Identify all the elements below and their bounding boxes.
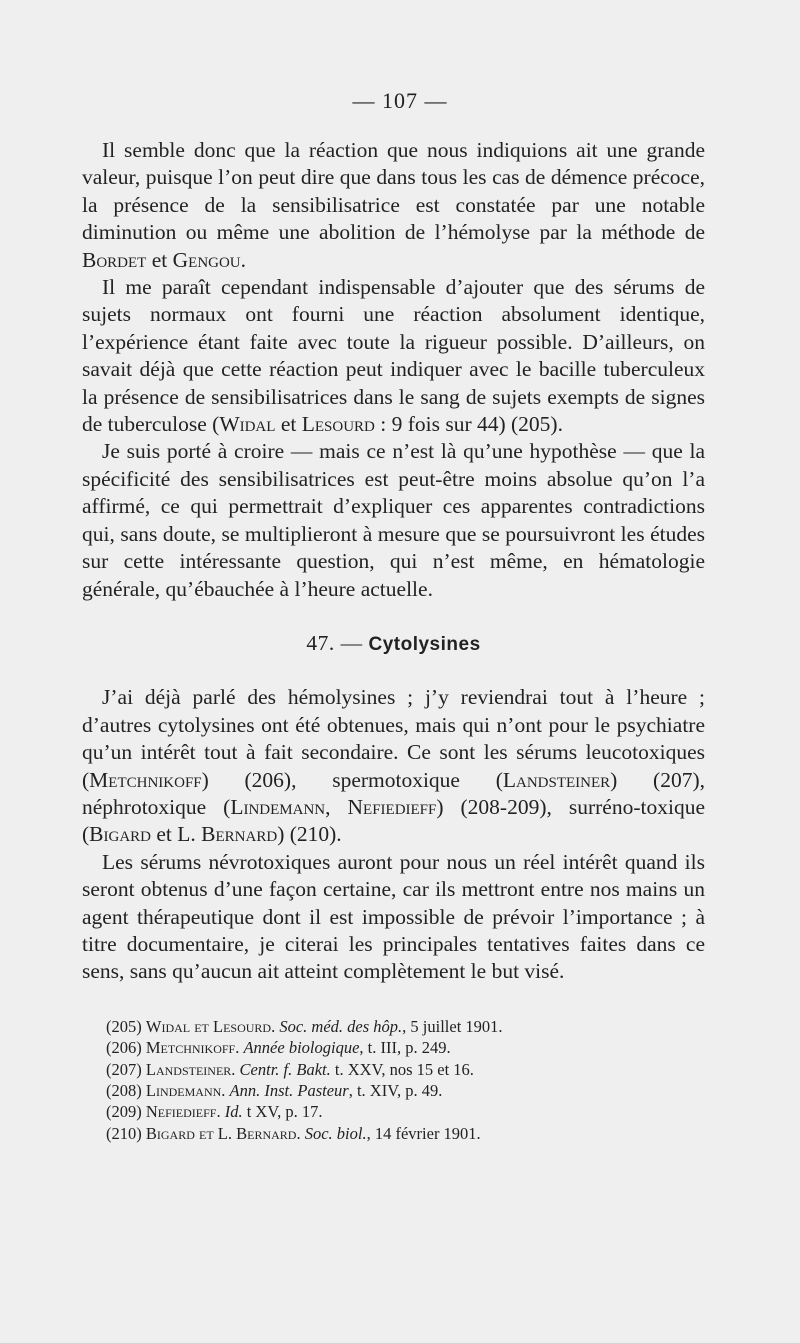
paragraph-5: Les sérums névrotoxiques auront pour nous un réel intérêt quand ils seront obtenus d’une façon certaine, car ils mettront entre nos mains un agent thérapeutique dont il est impossible de prévoir l’importance ; à titre documentaire, je citerai les principales tentatives faites dans ce sens, sans qu’aucun ait atteint complètement le but visé. — [82, 849, 705, 984]
section-name: Cytolysines — [368, 633, 481, 655]
footnote: (206) Metchnikoff. Année biologique, t. III, p. 249. — [106, 1038, 451, 1058]
author-name: Lindemann — [230, 794, 326, 819]
paragraph-2: Il me paraît cependant indispensable d’ajouter que des sérums de sujets normaux ont fourni une réaction absolument identique, l’expérience étant faite avec toute la rigueur possible. D’ailleurs, on savait déjà que cette réaction peut indiquer avec le bacille tuberculeux la présence de sensibilisatrices dans le sang de sujets exempts de signes de tuberculose (Widal et Lesourd : 9 fois sur 44) (205). — [82, 275, 705, 437]
paragraph-4: J’ai déjà parlé des hémolysines ; j’y reviendrai tout à l’heure ; d’autres cytolysines ont été obtenues, mais qui n’ont pour le psychiatre qu’un intérêt tout à fait secondaire. Ce sont les sérums leucotoxiques (Metchnikoff) (206), spermotoxique (Landsteiner) (207), néphrotoxique (Lindemann, Nefiedieff) (208-209), surréno-toxique (Bigard et L. Bernard) (210). — [82, 685, 706, 847]
author-name: Gengou — [172, 247, 241, 272]
footnote: (209) Nefiedieff. Id. t XV, p. 17. — [106, 1102, 323, 1122]
author-name: Bordet — [82, 247, 147, 272]
footnote: (207) Landsteiner. Centr. f. Bakt. t. XXV, nos 15 et 16. — [106, 1059, 474, 1079]
section-number: 47. — — [306, 630, 363, 655]
author-name: Landsteiner — [502, 767, 611, 792]
author-name: Metchnikoff — [89, 767, 202, 792]
page-number: — 107 — — [352, 88, 448, 113]
page-body — [82, 137, 705, 1144]
paragraph-1: Il semble donc que la réaction que nous indiquions ait une grande valeur, puisque l’on peut dire que dans tous les cas de démence précoce, la présence de la sensibilisatrice est constatée par une notable diminution ou même une abolition de l’hémolyse par la méthode de Bordet et Gengou. — [82, 138, 705, 272]
author-name: Nefiedieff — [347, 794, 437, 819]
footnote: (208) Lindemann. Ann. Inst. Pasteur, t. XIV, p. 49. — [106, 1081, 443, 1100]
footnote: (205) Widal et Lesourd. Soc. méd. des hôp., 5 juillet 1901. — [106, 1016, 503, 1036]
author-name: Bernard — [201, 822, 278, 847]
section-heading — [82, 630, 705, 658]
author-name: Widal — [219, 412, 276, 437]
author-name: Bigard — [89, 822, 152, 847]
paragraph-3: Je suis porté à croire — mais ce n’est là qu’une hypothèse — que la spécificité des sensibilisatrices est peut-être moins absolue qu’on l’a affirmé, ce qui permettrait d’expliquer ces apparentes contradictions qui, sans doute, se multiplieront à mesure que se poursuivront les études sur cette intéressante question, qui n’est même, en hématologie générale, qu’ébauchée à l’heure actuelle. — [82, 439, 705, 601]
footnote: (210) Bigard et L. Bernard. Soc. biol., 14 février 1901. — [106, 1123, 481, 1143]
footnotes — [106, 1016, 705, 1144]
author-name: Lesourd — [301, 412, 375, 437]
